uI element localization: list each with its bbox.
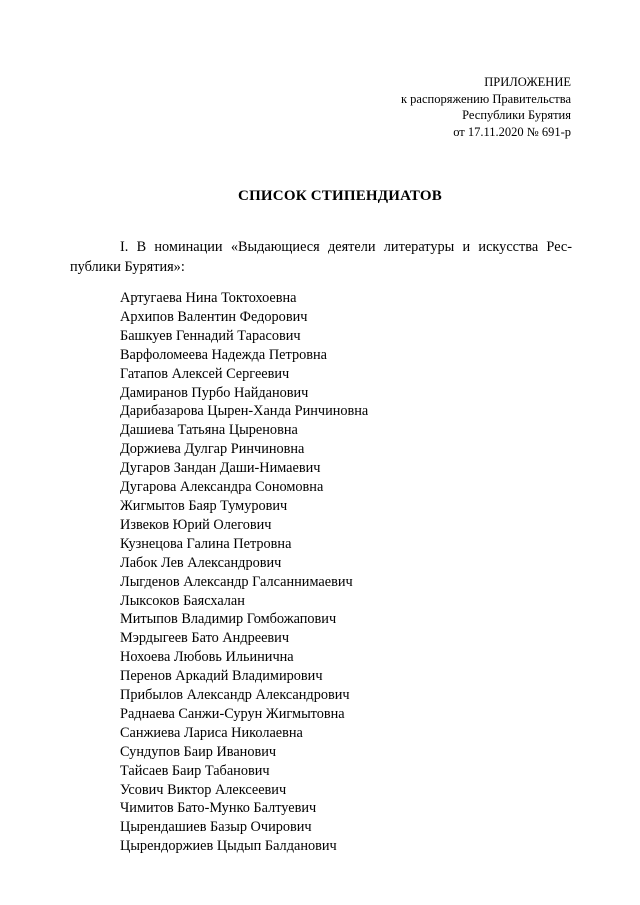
list-item: Лыгденов Александр Галсаннимаевич xyxy=(120,573,353,590)
appendix-label: ПРИЛОЖЕНИЕ xyxy=(484,75,571,89)
nomination-heading xyxy=(70,237,572,277)
appendix-order-ref: к распоряжению Правительства xyxy=(400,91,571,106)
list-item: Мэрдыгеев Бато Андреевич xyxy=(120,630,290,647)
appendix-header xyxy=(401,74,571,140)
list-item: Дугаров Зандан Даши-Нимаевич xyxy=(120,460,321,477)
list-item: Дарибазарова Цырен-Ханда Ринчиновна xyxy=(120,403,369,420)
list-item: Дашиева Татьяна Цыреновна xyxy=(120,422,298,439)
list-item: Лыксоков Баясхалан xyxy=(120,592,245,609)
list-item: Дугарова Александра Сономовна xyxy=(120,479,324,496)
document-title: СПИСОК СТИПЕНДИАТОВ xyxy=(238,188,442,204)
list-item: Санжиева Лариса Николаевна xyxy=(120,724,303,741)
list-item: Доржиева Дулгар Ринчиновна xyxy=(120,441,305,458)
list-item: Башкуев Геннадий Тарасович xyxy=(120,327,301,344)
list-item: Кузнецова Галина Петровна xyxy=(120,535,292,552)
list-item: Раднаева Санжи-Сурун Жигмытовна xyxy=(120,705,345,722)
list-item: Жигмытов Баяр Тумурович xyxy=(120,497,288,514)
stipendiary-list xyxy=(120,289,368,856)
list-item: Чимитов Бато-Мунко Балтуевич xyxy=(120,800,317,817)
list-item: Усович Виктор Алексеевич xyxy=(120,781,287,798)
list-item: Гатапов Алексей Сергеевич xyxy=(120,365,290,382)
nomination-heading-line1: I. В номинации «Выдающиеся деятели литературы и искусства Рес- xyxy=(120,239,572,255)
list-item: Тайсаев Баир Табанович xyxy=(120,762,270,779)
nomination-heading-line2: публики Бурятия»: xyxy=(70,259,185,275)
appendix-date-number: от 17.11.2020 № 691-р xyxy=(453,124,571,139)
list-item: Сундупов Баир Иванович xyxy=(120,743,277,760)
list-item: Нохоева Любовь Ильинична xyxy=(120,649,294,666)
list-item: Прибылов Александр Александрович xyxy=(120,687,350,704)
list-item: Дамиранов Пурбо Найданович xyxy=(120,384,309,401)
appendix-republic: Республики Бурятия xyxy=(462,108,571,122)
list-item: Цырендоржиев Цыдып Балданович xyxy=(120,838,337,855)
list-item: Артугаева Нина Токтохоевна xyxy=(120,290,297,306)
list-item: Митыпов Владимир Гомбожапович xyxy=(120,611,337,628)
list-item: Лабок Лев Александрович xyxy=(120,554,282,571)
list-item: Извеков Юрий Олегович xyxy=(120,516,272,533)
list-item: Архипов Валентин Федорович xyxy=(120,308,308,325)
list-item: Цырендашиев Базыр Очирович xyxy=(120,819,312,836)
list-item: Варфоломеева Надежда Петровна xyxy=(120,346,327,363)
list-item: Перенов Аркадий Владимирович xyxy=(120,668,323,685)
